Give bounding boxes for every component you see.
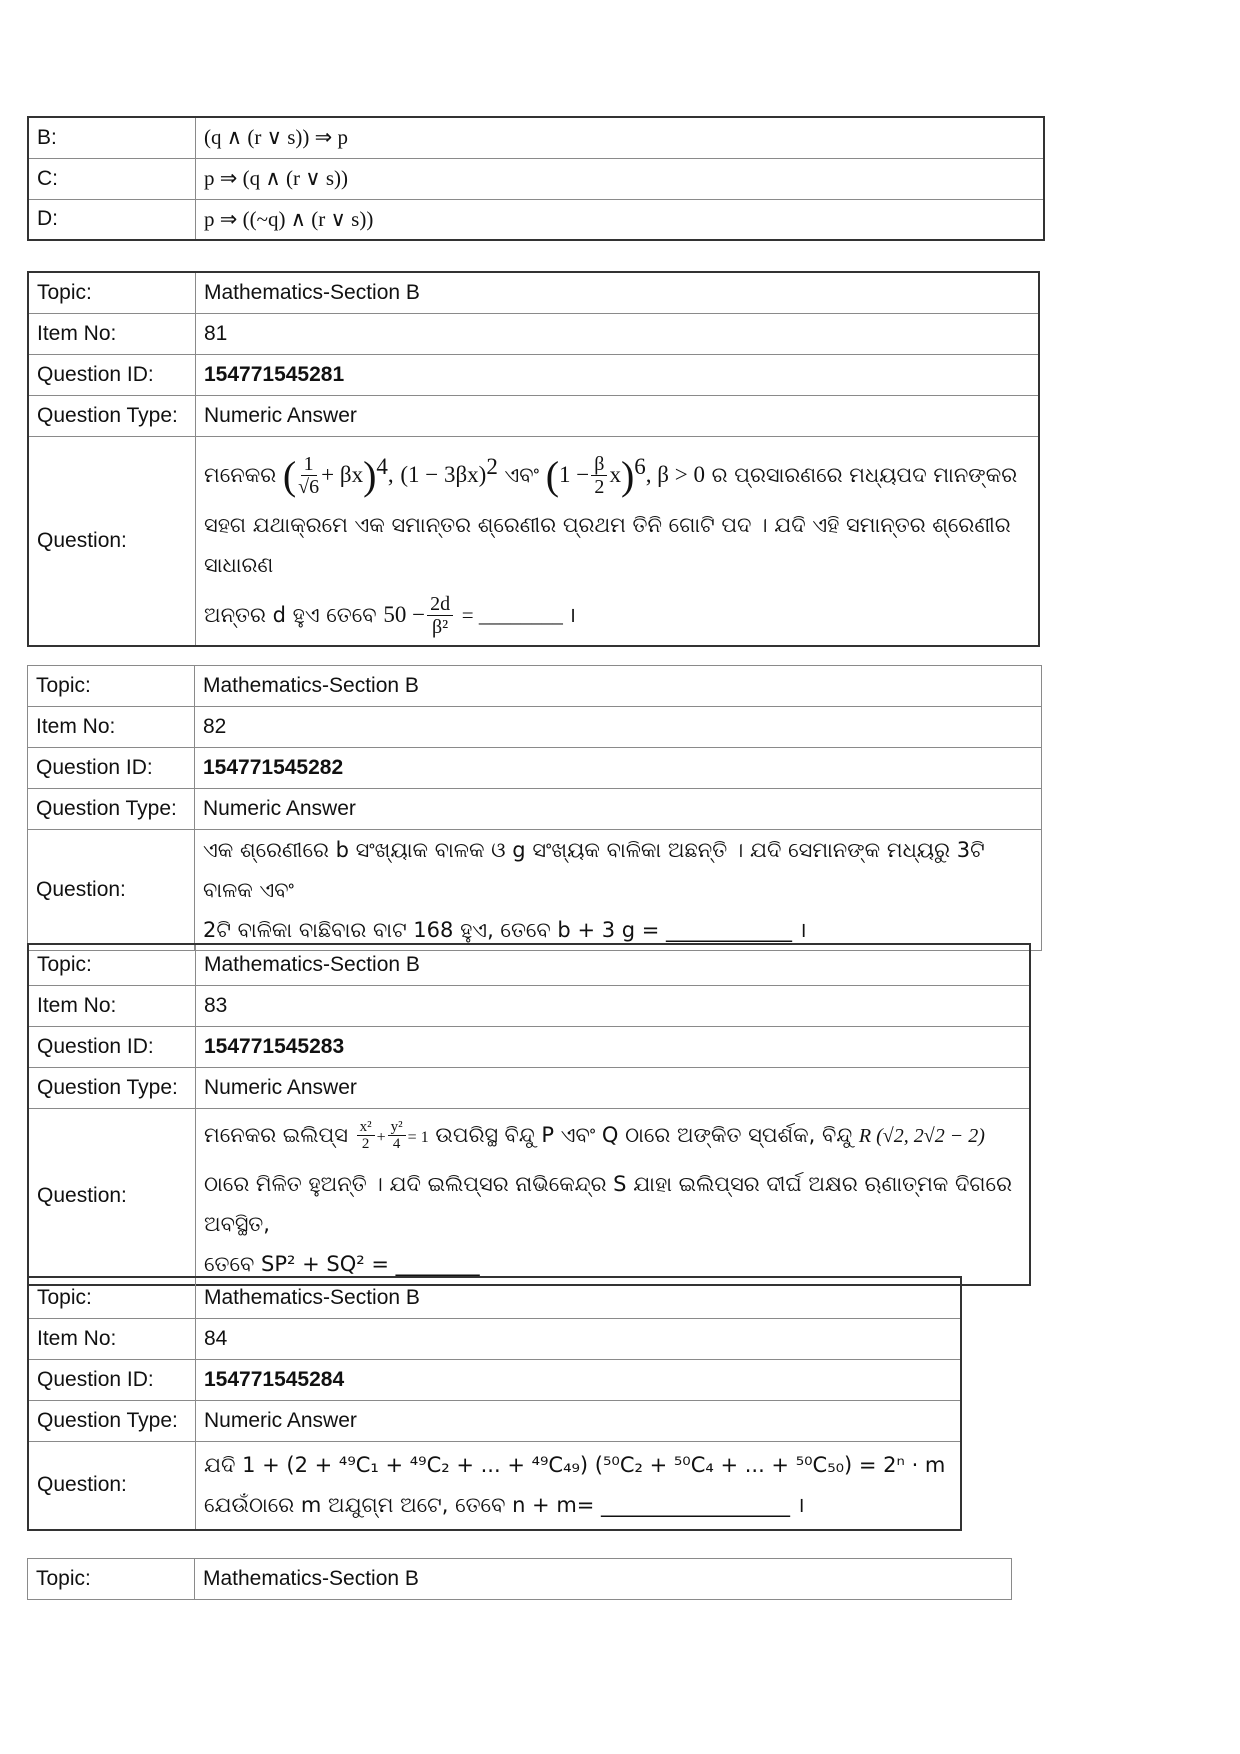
item-no-label: Item No:: [28, 1318, 196, 1359]
question-line: ତେବେ SP² + SQ² = ________: [204, 1251, 480, 1276]
option-row-b: [28, 117, 1044, 158]
question-text: [196, 1108, 1031, 1285]
question-label: Question:: [28, 830, 195, 951]
question-line: ମନେକର ( $\frac{1}{√6}$ + βx)$^4$, $(1 - 3\beta x)^2$ ଏବଂ (1 − $\frac{\beta}{2}$ x)$^6$, β > 0 ର ପ୍ରସାରଣରେ ମଧ୍ୟପଦ ମାନଙ୍କର: [204, 452, 1018, 498]
item-no-label: Item No:: [28, 707, 195, 748]
item-no-value: 81: [196, 313, 1040, 354]
question-id-label: Question ID:: [28, 354, 196, 395]
option-label: B:: [28, 117, 196, 158]
question-line: ଏକ ଶ୍ରେଣୀରେ b ସଂଖ୍ୟାକ ବାଳକ ଓ g ସଂଖ୍ୟକ ବାଳିକା ଅଛନ୍ତି । ଯଦି ସେମାନଙ୍କ ମଧ୍ୟରୁ 3ଟି ବାଳକ ଏବଂ: [203, 838, 985, 902]
option-expression: p ⇒ ((~q) ∧ (r ∨ s)): [196, 199, 1045, 240]
item-no-label: Item No:: [28, 985, 196, 1026]
option-label: D:: [28, 199, 196, 240]
topic-label: Topic:: [28, 666, 195, 707]
question-text: [196, 1441, 962, 1530]
answer-blank: = ________ ।: [461, 602, 577, 627]
topic-label: Topic:: [28, 1277, 196, 1318]
question-id-label: Question ID:: [28, 748, 195, 789]
question-label: Question:: [28, 1441, 196, 1530]
question-type-value: Numeric Answer: [196, 1067, 1031, 1108]
item-no-label: Item No:: [28, 313, 196, 354]
topic-value: Mathematics-Section B: [196, 272, 1040, 313]
question-type-value: Numeric Answer: [196, 1400, 962, 1441]
question-type-value: Numeric Answer: [196, 395, 1040, 436]
question-block-82: [27, 665, 1042, 951]
question-block-85: [27, 1558, 1012, 1600]
question-block-84: [27, 1276, 962, 1531]
question-line: ଅନ୍ତର d ହୁଏ ତେବେ 50 − $\frac{2d}{\text{β²}}$ = ________ ।: [204, 593, 577, 638]
question-fragment: ମନେକର: [204, 462, 277, 487]
option-label: C:: [28, 158, 196, 199]
option-expression: p ⇒ (q ∧ (r ∨ s)): [196, 158, 1045, 199]
question-type-label: Question Type:: [28, 1400, 196, 1441]
question-id-value: 154771545281: [196, 354, 1040, 395]
item-no-value: 83: [196, 985, 1031, 1026]
topic-value: Mathematics-Section B: [195, 1559, 1012, 1600]
question-type-value: Numeric Answer: [195, 789, 1042, 830]
options-table: [27, 116, 1045, 241]
topic-value: Mathematics-Section B: [196, 1277, 962, 1318]
question-line: ମନେକର ଇଲିପ୍ସ $\frac{\text{x²}}{2}$ + $\frac{\text{y²}}{4}$ = 1 ଉପରିସ୍ଥ ବିନ୍ଦୁ P ଏବଂ Q ଠାରେ ଅଙ୍କିତ ସ୍ପର୍ଶକ, ବିନ୍ଦୁ R (√2, 2√2 − 2): [204, 1119, 985, 1152]
question-id-value: 154771545282: [195, 748, 1042, 789]
question-line: ଯେଉଁଠାରେ m ଅଯୁଗ୍ମ ଅଟେ, ତେବେ n + m= __________________ ।: [204, 1493, 805, 1518]
question-id-value: 154771545284: [196, 1359, 962, 1400]
question-id-label: Question ID:: [28, 1026, 196, 1067]
question-text: [195, 830, 1042, 951]
option-expression: (q ∧ (r ∨ s)) ⇒ p: [196, 117, 1045, 158]
fraction: $\frac{2d}{\text{β²}}$: [427, 593, 453, 638]
topic-label: Topic:: [28, 944, 196, 985]
fraction: $\frac{1}{√6}$: [298, 453, 320, 498]
question-id-label: Question ID:: [28, 1359, 196, 1400]
question-line: ସହଗ ଯଥାକ୍ରମେ ଏକ ସମାନ୍ତର ଶ୍ରେଣୀର ପ୍ରଥମ ତିନି ଗୋଟି ପଦ । ଯଦି ଏହି ସମାନ୍ତର ଶ୍ରେଣୀର ସାଧାରଣ: [204, 512, 1011, 577]
question-block-83: [27, 943, 1031, 1286]
topic-label: Topic:: [28, 272, 196, 313]
fraction: $\frac{\beta}{2}$: [591, 453, 607, 498]
question-type-label: Question Type:: [28, 395, 196, 436]
option-row-d: [28, 199, 1044, 240]
question-line: 2ଟି ବାଳିକା ବାଛିବାର ବାଟ 168 ହୁଏ, ତେବେ b + 3 g = ____________ ।: [203, 918, 807, 942]
topic-value: Mathematics-Section B: [196, 944, 1031, 985]
question-id-value: 154771545283: [196, 1026, 1031, 1067]
question-type-label: Question Type:: [28, 1067, 196, 1108]
topic-value: Mathematics-Section B: [195, 666, 1042, 707]
fraction: $\frac{\text{x²}}{2}$: [357, 1119, 375, 1152]
option-row-c: [28, 158, 1044, 199]
topic-label: Topic:: [28, 1559, 195, 1600]
item-no-value: 84: [196, 1318, 962, 1359]
item-no-value: 82: [195, 707, 1042, 748]
question-line: ଯଦି 1 + (2 + ⁴⁹C₁ + ⁴⁹C₂ + ... + ⁴⁹C₄₉) (⁵⁰C₂ + ⁵⁰C₄ + ... + ⁵⁰C₅₀) = 2ⁿ · m: [204, 1453, 946, 1478]
question-label: Question:: [28, 1108, 196, 1285]
question-text: [196, 436, 1040, 646]
question-type-label: Question Type:: [28, 789, 195, 830]
fraction: $\frac{\text{y²}}{4}$: [388, 1119, 406, 1152]
question-block-81: [27, 271, 1040, 647]
question-label: Question:: [28, 436, 196, 646]
question-line: ଠାରେ ମିଳିତ ହୁଅନ୍ତି । ଯଦି ଇଲିପ୍ସର ନାଭିକେନ୍ଦ୍ର S ଯାହା ଇଲିପ୍ସର ଦୀର୍ଘ ଅକ୍ଷର ଋଣାତ୍ମକ ଦିଗରେ ଅବସ୍ଥିତ,: [204, 1171, 1012, 1236]
